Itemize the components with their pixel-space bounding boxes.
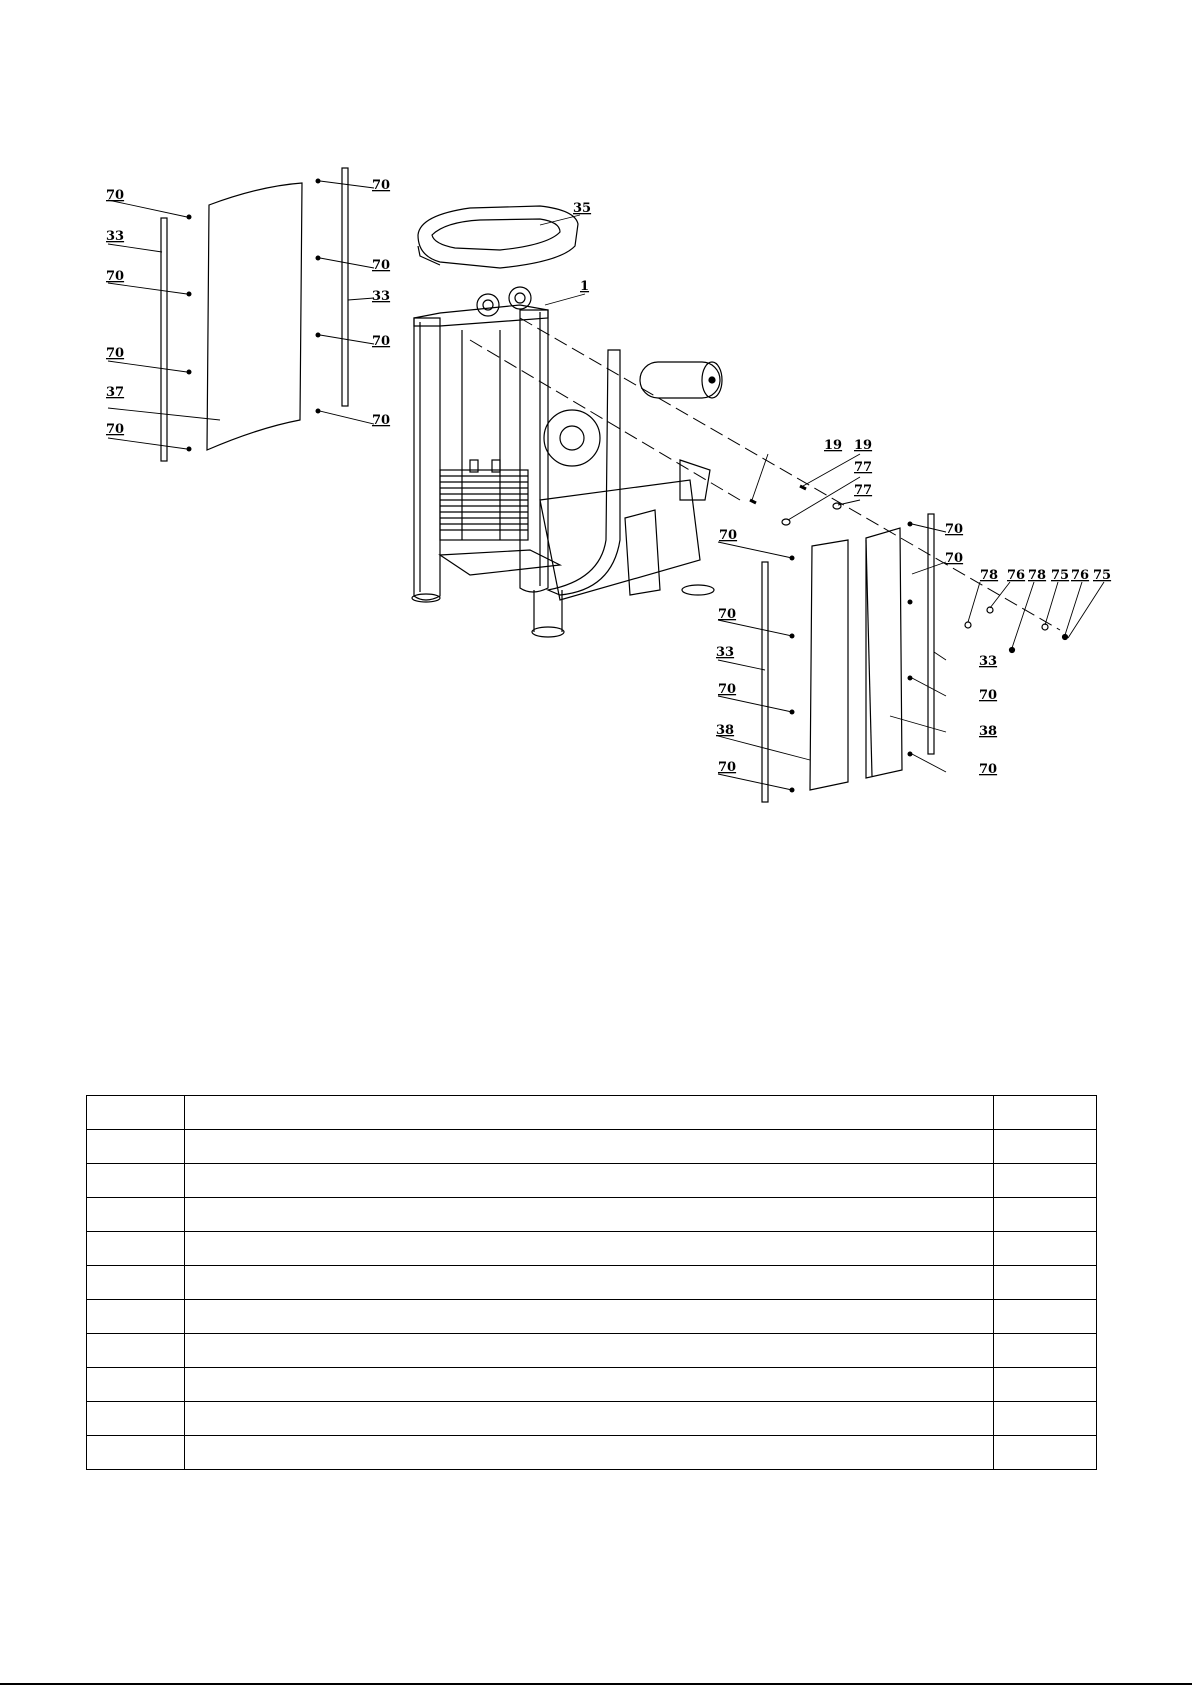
trim-strip bbox=[161, 218, 167, 461]
callout-70: 70 bbox=[372, 334, 391, 349]
callout-70: 70 bbox=[718, 760, 737, 775]
table-cell bbox=[185, 1368, 994, 1402]
table-row bbox=[87, 1164, 1097, 1198]
table-cell bbox=[994, 1232, 1097, 1266]
shroud-panel bbox=[207, 183, 302, 450]
callout-37: 37 bbox=[106, 385, 125, 400]
table-cell bbox=[185, 1436, 994, 1470]
header-cell bbox=[87, 1096, 185, 1130]
table-cell bbox=[994, 1164, 1097, 1198]
table-cell bbox=[185, 1334, 994, 1368]
callout-33: 33 bbox=[716, 645, 735, 660]
callout-70: 70 bbox=[106, 346, 125, 361]
callout-75: 75 bbox=[1093, 568, 1112, 583]
table-cell bbox=[185, 1300, 994, 1334]
table-row bbox=[87, 1130, 1097, 1164]
trim-strip bbox=[762, 562, 768, 802]
callout-76: 76 bbox=[1071, 568, 1090, 583]
table-cell bbox=[87, 1266, 185, 1300]
top-cover bbox=[418, 206, 578, 268]
callout-70: 70 bbox=[372, 413, 391, 428]
table-row bbox=[87, 1334, 1097, 1368]
table-row bbox=[87, 1368, 1097, 1402]
assembly-guide-lines bbox=[470, 318, 1060, 630]
callout-70: 70 bbox=[979, 762, 998, 777]
callout-75: 75 bbox=[1051, 568, 1070, 583]
trim-strip bbox=[342, 168, 348, 406]
shroud-panel bbox=[810, 540, 848, 790]
table-cell bbox=[87, 1164, 185, 1198]
table-cell bbox=[185, 1266, 994, 1300]
callout-70: 70 bbox=[945, 551, 964, 566]
screw-set bbox=[790, 522, 913, 793]
callout-70: 70 bbox=[718, 607, 737, 622]
callout-78: 78 bbox=[1028, 568, 1047, 583]
table-row bbox=[87, 1300, 1097, 1334]
table-row bbox=[87, 1232, 1097, 1266]
table-cell bbox=[994, 1198, 1097, 1232]
table-cell bbox=[87, 1198, 185, 1232]
table-header-row bbox=[87, 1096, 1097, 1130]
callout-38: 38 bbox=[979, 724, 998, 739]
table-cell bbox=[185, 1232, 994, 1266]
header-cell bbox=[994, 1096, 1097, 1130]
table-row bbox=[87, 1198, 1097, 1232]
table-cell bbox=[87, 1232, 185, 1266]
main-frame bbox=[412, 287, 722, 637]
table-cell bbox=[87, 1436, 185, 1470]
callout-33: 33 bbox=[106, 229, 125, 244]
callout-1: 1 bbox=[580, 279, 590, 294]
weight-stack bbox=[440, 460, 528, 540]
table-cell bbox=[994, 1402, 1097, 1436]
table-cell bbox=[87, 1130, 185, 1164]
callout-70: 70 bbox=[106, 188, 125, 203]
header-cell bbox=[185, 1096, 994, 1130]
callout-38: 38 bbox=[716, 723, 735, 738]
callout-70: 70 bbox=[106, 269, 125, 284]
callout-70: 70 bbox=[106, 422, 125, 437]
callout-77: 77 bbox=[854, 483, 873, 498]
callout-19: 19 bbox=[824, 438, 843, 453]
table-cell bbox=[185, 1402, 994, 1436]
table-cell bbox=[87, 1300, 185, 1334]
table-cell bbox=[994, 1300, 1097, 1334]
table-cell bbox=[87, 1334, 185, 1368]
callout-19: 19 bbox=[854, 438, 873, 453]
table-cell bbox=[185, 1130, 994, 1164]
table-row bbox=[87, 1402, 1097, 1436]
callout-70: 70 bbox=[979, 688, 998, 703]
table-cell bbox=[994, 1334, 1097, 1368]
callout-76: 76 bbox=[1007, 568, 1026, 583]
table-row bbox=[87, 1436, 1097, 1470]
callout-35: 35 bbox=[573, 201, 592, 216]
callout-70: 70 bbox=[372, 258, 391, 273]
callout-78: 78 bbox=[980, 568, 999, 583]
parts-list-table bbox=[86, 1095, 1097, 1470]
table-row bbox=[87, 1266, 1097, 1300]
table-cell bbox=[994, 1368, 1097, 1402]
callout-70: 70 bbox=[945, 522, 964, 537]
table-cell bbox=[87, 1368, 185, 1402]
callout-labels bbox=[106, 178, 1111, 777]
table-cell bbox=[994, 1436, 1097, 1470]
callout-70: 70 bbox=[719, 528, 738, 543]
callout-77: 77 bbox=[854, 460, 873, 475]
table-cell bbox=[185, 1164, 994, 1198]
table-cell bbox=[185, 1198, 994, 1232]
callout-70: 70 bbox=[718, 682, 737, 697]
callout-70: 70 bbox=[372, 178, 391, 193]
callout-33: 33 bbox=[372, 289, 391, 304]
callout-33: 33 bbox=[979, 654, 998, 669]
table-cell bbox=[87, 1402, 185, 1436]
table-cell bbox=[994, 1266, 1097, 1300]
trim-strip bbox=[928, 514, 934, 754]
table-cell bbox=[994, 1130, 1097, 1164]
